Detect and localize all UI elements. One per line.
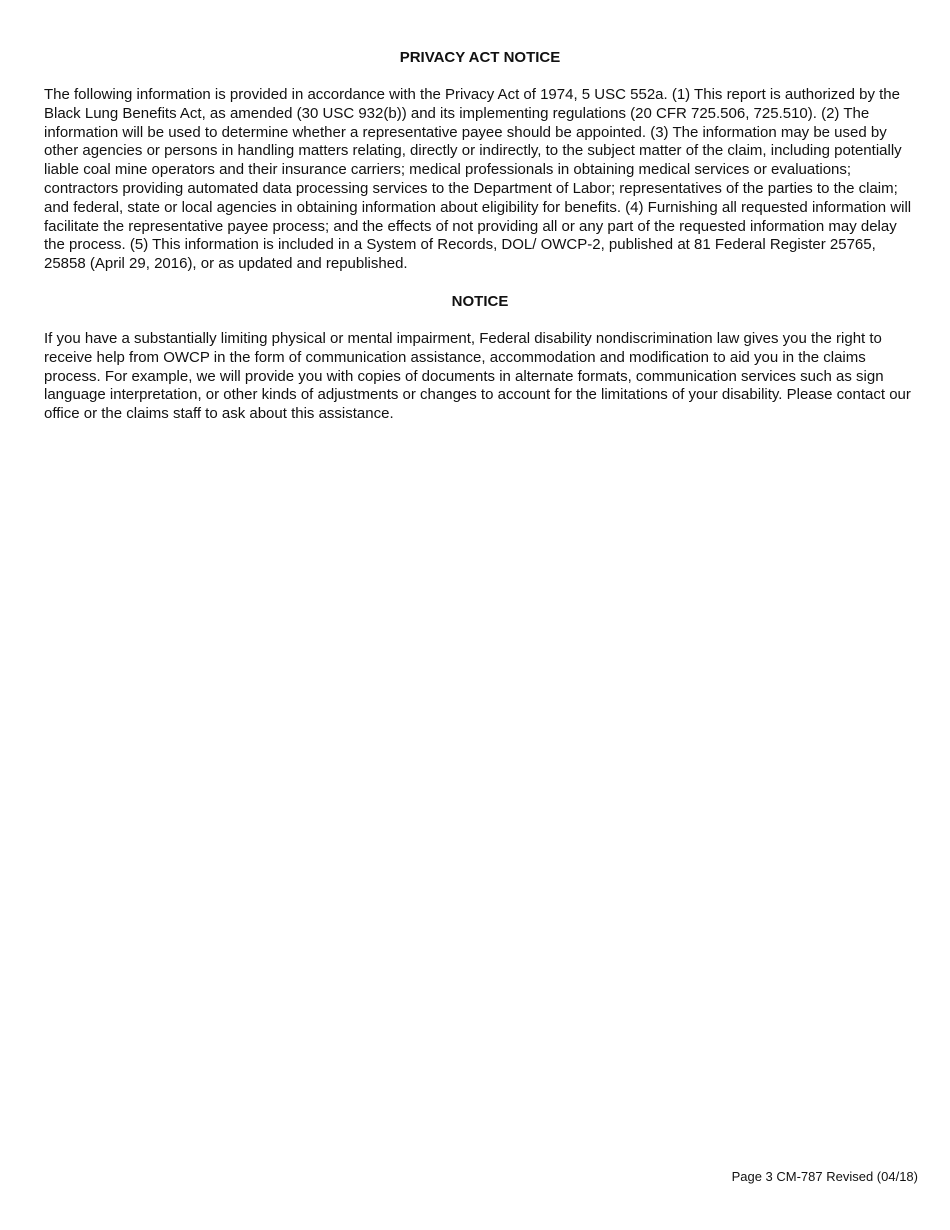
notice-body: If you have a substantially limiting physical or mental impairment, Federal disability nondiscrimination law gives you the right to receive help from OWCP in the form of communication assistance, accommodation and modification to aid you in the claims process. For example, we will provide you with copies of documents in alternate formats, communication services such as sign language interpretation, or other kinds of adjustments or changes to account for the limitations of your disability. Please contact our office or the claims staff to ask about this assistance. (44, 329, 911, 423)
notice-heading: NOTICE (451, 292, 509, 310)
document-page (44, 48, 916, 424)
privacy-act-notice-heading: PRIVACY ACT NOTICE (399, 49, 561, 66)
page-footer: Page 3 CM-787 Revised (04/18) (731, 1169, 918, 1184)
privacy-act-notice-body: The following information is provided in accordance with the Privacy Act of 1974, 5 USC 552a. (1) This report is authorized by the Black Lung Benefits Act, as amended (30 USC 932(b)) and its implementing regulations (20 CFR 725.506, 725.510). (2) The information will be used to determine whether a representative payee should be appointed. (3) The information may be used by other agencies or persons in handling matters relating, directly or indirectly, to the subject matter of the claim, including potentially liable coal mine operators and their insurance carriers; medical professionals in obtaining medical services or evaluations; contractors providing automated data processing services to the Department of Labor; representatives of the parties to the claim; and federal, state or local agencies in obtaining information about eligibility for benefits. (4) Furnishing all requested information will facilitate the representative payee process; and the effects of not providing all or any part of the requested information may delay the process. (5) This information is included in a System of Records, DOL/ OWCP-2, published at 81 Federal Register 25765, 25858 (April 29, 2016), or as updated and republished. (44, 86, 912, 273)
